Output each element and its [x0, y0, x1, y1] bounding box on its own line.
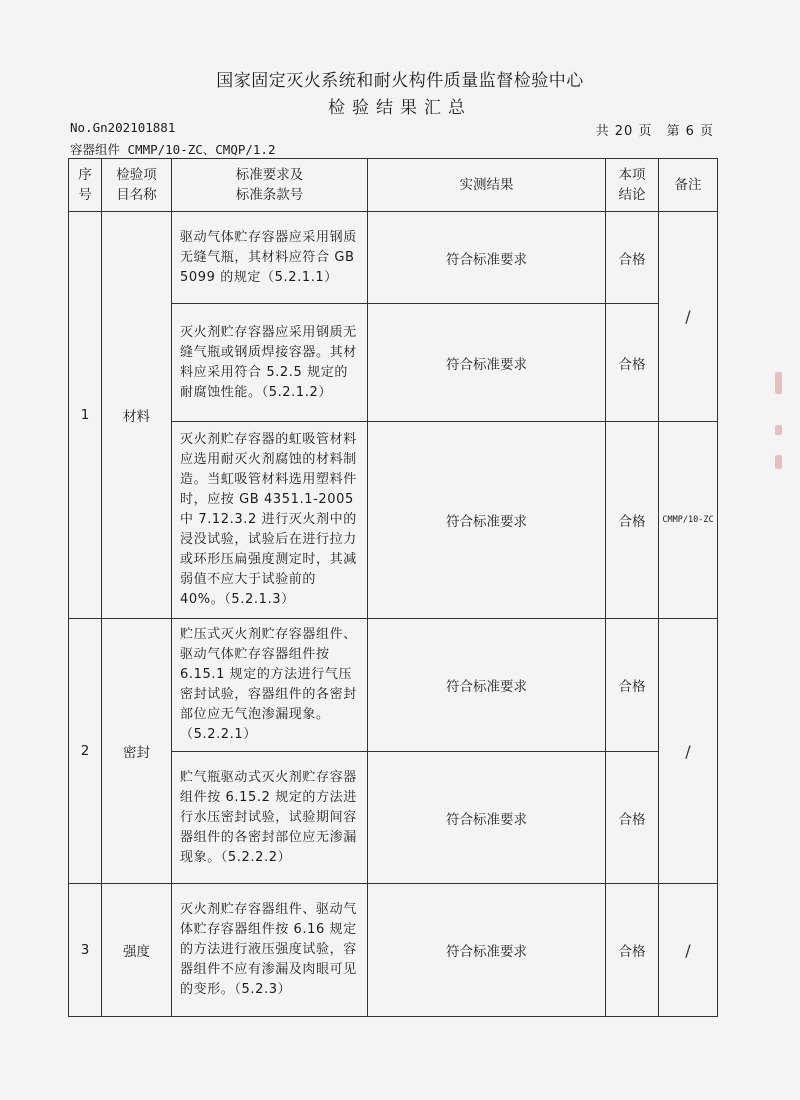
result-cell: 符合标准要求	[368, 422, 606, 619]
seq-cell: 1	[69, 212, 102, 619]
result-cell: 符合标准要求	[368, 752, 606, 884]
conclusion-cell: 合格	[606, 304, 659, 422]
result-cell: 符合标准要求	[368, 212, 606, 304]
requirement-cell: 灭火剂贮存容器组件、驱动气体贮存容器组件按 6.16 规定的方法进行液压强度试验，容器组件不应有渗漏及肉眼可见的变形。（5.2.3）	[172, 884, 368, 1017]
component-label: 容器组件 CMMP/10-ZC、CMQP/1.2	[70, 142, 276, 157]
org-title: 国家固定灭火系统和耐火构件质量监督检验中心	[216, 71, 584, 91]
table-row	[69, 619, 718, 752]
report-number: No.Gn202101881	[70, 120, 176, 135]
col-seq: 序 号	[69, 159, 102, 212]
item-name-cell: 材料	[102, 212, 172, 619]
conclusion-cell: 合格	[606, 422, 659, 619]
page-info: 共 20 页 第 6 页	[595, 124, 714, 139]
requirement-cell: 灭火剂贮存容器应采用钢质无缝气瓶或钢质焊接容器。其材料应采用符合 5.2.5 规定的耐腐蚀性能。（5.2.1.2）	[172, 304, 368, 422]
doc-title: 检验结果汇总	[328, 98, 472, 118]
header-row	[69, 159, 718, 212]
requirement-cell: 贮压式灭火剂贮存容器组件、驱动气体贮存容器组件按 6.15.1 规定的方法进行气压密封试验，容器组件的各密封部位应无气泡渗漏现象。（5.2.2.1）	[172, 619, 368, 752]
requirement-cell: 灭火剂贮存容器的虹吸管材料应选用耐灭火剂腐蚀的材料制造。当虹吸管材料选用塑料件时，应按 GB 4351.1-2005 中 7.12.3.2 进行灭火剂中的浸没试验，试验后在进行拉力或环形压扁强度测定时，其减弱值不应大于试验前的 40%。（5.2.1.3）	[172, 422, 368, 619]
conclusion-cell: 合格	[606, 752, 659, 884]
col-requirement: 标准要求及 标准条款号	[172, 159, 368, 212]
col-item: 检验项 目名称	[102, 159, 172, 212]
conclusion-cell: 合格	[606, 212, 659, 304]
conclusion-cell: 合格	[606, 619, 659, 752]
stamp-mark	[775, 455, 782, 469]
col-result: 实测结果	[368, 159, 606, 212]
remark-cell: /	[659, 884, 718, 1017]
requirement-cell: 驱动气体贮存容器应采用钢质无缝气瓶，其材料应符合 GB 5099 的规定（5.2.1.1）	[172, 212, 368, 304]
col-conclusion: 本项 结论	[606, 159, 659, 212]
item-name-cell: 密封	[102, 619, 172, 884]
seq-cell: 3	[69, 884, 102, 1017]
result-cell: 符合标准要求	[368, 304, 606, 422]
stamp-mark	[775, 425, 782, 435]
item-name-cell: 强度	[102, 884, 172, 1017]
remark-cell: /	[659, 212, 718, 422]
conclusion-cell: 合格	[606, 884, 659, 1017]
seq-cell: 2	[69, 619, 102, 884]
results-table	[68, 158, 718, 1017]
remark-cell: /	[659, 619, 718, 884]
stamp-mark	[775, 372, 782, 394]
result-cell: 符合标准要求	[368, 884, 606, 1017]
table-row	[69, 884, 718, 1017]
col-remark: 备注	[659, 159, 718, 212]
result-cell: 符合标准要求	[368, 619, 606, 752]
remark-cell: CMMP/10-ZC	[659, 422, 718, 619]
table-row	[69, 212, 718, 304]
requirement-cell: 贮气瓶驱动式灭火剂贮存容器组件按 6.15.2 规定的方法进行水压密封试验，试验期间容器组件的各密封部位应无渗漏现象。（5.2.2.2）	[172, 752, 368, 884]
